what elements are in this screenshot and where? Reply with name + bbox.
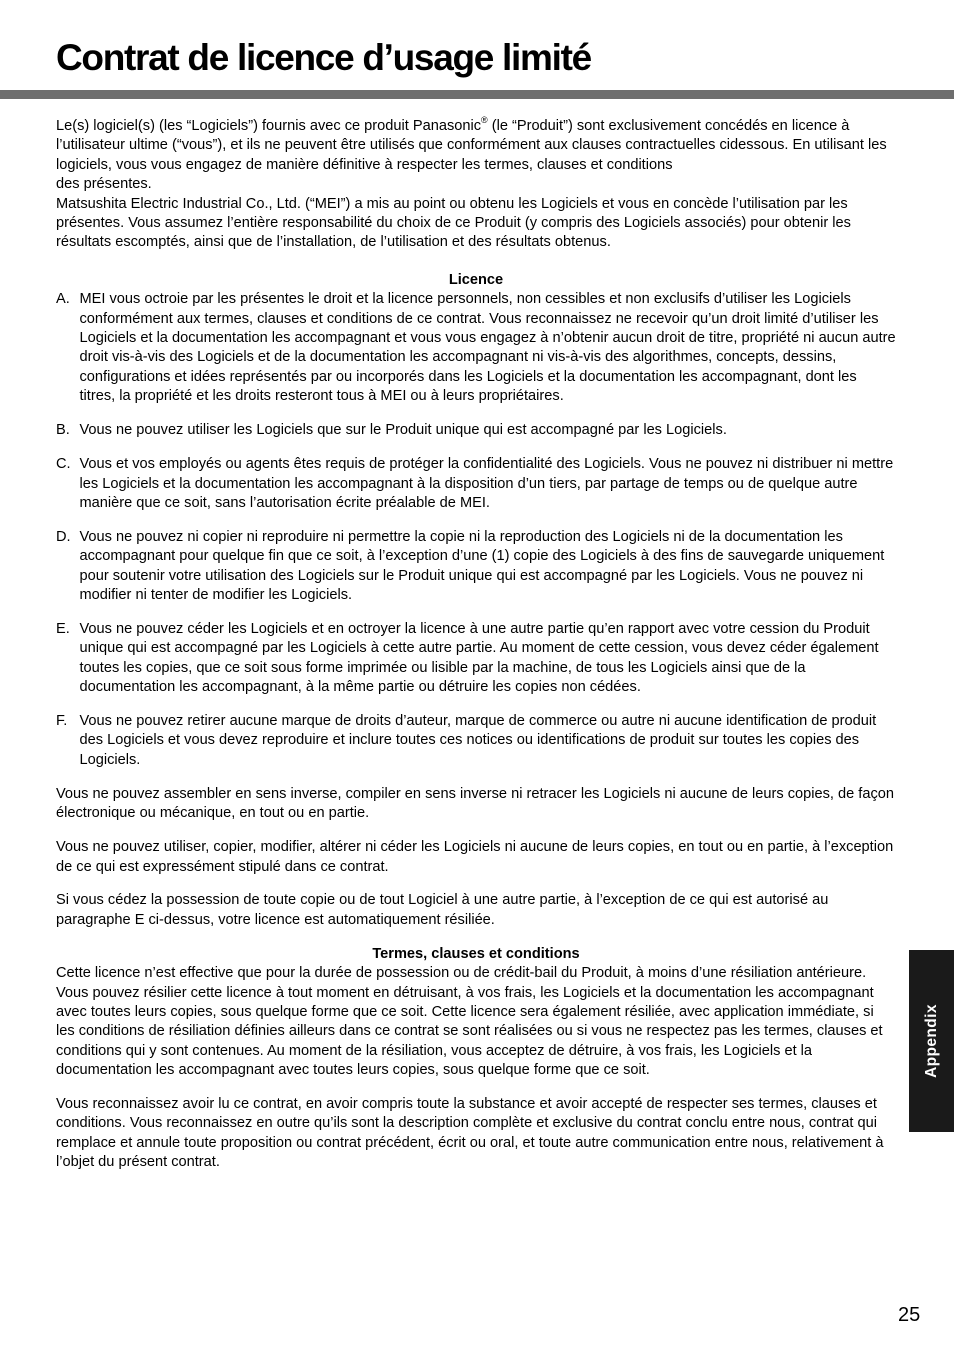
item-letter: E. [56, 620, 70, 637]
terms-heading: Termes, clauses et conditions [372, 945, 580, 962]
licence-item-a [56, 290, 896, 406]
copy-restriction-paragraph: Vous ne pouvez utiliser, copier, modifier, altérer ni céder les Logiciels ni aucune de leurs copies, en tout ou en partie, à l’exception de ce qui est expressément stipulé dans ce contrat. [56, 839, 894, 875]
terms-paragraph-1: Cette licence n’est effective que pour la durée de possession ou de crédit-bail du Produit, à moins d’une résiliation antérieure. Vous pouvez résilier cette licence à tout moment en détruisant, à vos frais, les Logiciels et la documentation les accompagnant avec toutes leurs copies, sous quelque forme que ce soit. Cette licence sera également résiliée, avec application immédiate, si les conditions de résiliation définies ailleurs dans ce contrat se sont réalisées ou si vous ne respectez pas les termes, clauses et conditions qui y sont contenues. Au moment de la résiliation, vous acceptez de détruire, à vos frais, les Logiciels et la documentation les accompagnant avec toutes leurs copies, sous quelque forme que ce soit. [56, 965, 883, 1079]
intro-paragraph-1 [56, 117, 896, 175]
item-text: Vous ne pouvez retirer aucune marque de droits d’auteur, marque de commerce ou autre ni aucune identification de produit des Logiciels et vous devez reproduire et inclure toutes ces notices ou identifications de produit sur toutes les copies des Logiciels. [79, 713, 877, 768]
licence-item-e [56, 620, 896, 698]
terms-paragraph-2: Vous reconnaissez avoir lu ce contrat, en avoir compris toute la substance et avoir accepté de respecter ses termes, clauses et conditions. Vous reconnaissez en outre qu’ils sont la description complète et exclusive du contrat conclu entre nous, contrat qui remplace et annule toute proposition ou contrat précédent, écrit ou oral, et toute autre communication entre nous, relativement à l’objet du présent contrat. [56, 1096, 884, 1171]
title-rule [0, 90, 954, 99]
intro-text-start: Le(s) logiciel(s) (les “Logiciels”) fournis avec ce produit Panasonic [56, 118, 482, 134]
document-body [56, 117, 896, 1173]
licence-item-f [56, 712, 896, 770]
registered-mark: ® [481, 115, 488, 126]
page-title: Contrat de licence d’usage limité [56, 37, 591, 78]
item-text: Vous ne pouvez utiliser les Logiciels que sur le Produit unique qui est accompagné par les Logiciels. [79, 422, 727, 439]
licence-item-d [56, 528, 896, 606]
transfer-paragraph: Si vous cédez la possession de toute copie ou de tout Logiciel à une autre partie, à l’exception de ce qui est autorisé au paragraphe E ci-dessus, votre licence est automatiquement résiliée. [56, 892, 829, 928]
licence-item-c [56, 455, 896, 513]
page-number: 25 [898, 1304, 921, 1326]
intro-paragraph-1-tail: des présentes. [56, 176, 152, 193]
intro-paragraph-2: Matsushita Electric Industrial Co., Ltd. (“MEI”) a mis au point ou obtenu les Logiciels et vous en concède l’utilisation par les présentes. Vous assumez l’entière responsabilité du choix de ce Produit (y compris des Logiciels associés) pour obtenir les résultats escomptés, ainsi que de l’installation, de l’utilisation et des résultats obtenus. [56, 195, 851, 251]
item-letter: F. [56, 713, 68, 730]
side-tab-label: Appendix [922, 1004, 940, 1078]
item-letter: A. [56, 291, 70, 308]
licence-heading: Licence [448, 271, 504, 288]
item-text: Vous ne pouvez ni copier ni reproduire ni permettre la copie ni la reproduction des Logiciels ni de la documentation les accompagnant pour quelque fin que ce soit, à l’exception d’une (1) copie des Logiciels à des fins de sauvegarde uniquement pour soutenir votre utilisation des Logiciels sur le Produit unique qui est accompagné par les Logiciels. Vous ne pouvez ni modifier ni tenter de modifier les Logiciels. [79, 528, 885, 604]
appendix-side-tab [909, 950, 954, 1132]
reverse-engineering-paragraph: Vous ne pouvez assembler en sens inverse, compiler en sens inverse ni retracer les Logiciels ni aucune de leurs copies, de façon électronique ou mécanique, en tout ou en partie. [56, 785, 894, 822]
licence-item-b [56, 421, 896, 440]
item-text: Vous et vos employés ou agents êtes requis de protéger la confidentialité des Logiciels. Vous ne pouvez ni distribuer ni mettre les Logiciels et la documentation les accompagnant à la disposition d’un tiers, par partage de temps ou de quelque autre manière que ce soit, sans l’autorisation écrite préalable de MEI. [79, 456, 894, 511]
item-letter: C. [56, 456, 71, 473]
item-letter: D. [56, 528, 71, 545]
intro-text-end: (le “Produit”) sont exclusivement concédés en licence à l’utilisateur ultime (“vous”), et ils ne peuvent être utilisés que conformément aux clauses contractuelles cidessous. En utilisant les logiciels, vous vous engagez de manière définitive à respecter les termes, clauses et conditions [56, 118, 887, 173]
item-letter: B. [56, 422, 70, 439]
item-text: Vous ne pouvez céder les Logiciels et en octroyer la licence à une autre partie qu’en rapport avec votre cession du Produit unique qui est accompagné par les Logiciels à cette autre partie. Au moment de cette cession, vous devez céder également toutes les copies, que ce soit sous forme imprimée ou lisible par la machine, de tous les Logiciels ainsi que de la documentation les accompagnant, à la même partie ou détruire les copies non cédées. [79, 620, 879, 696]
item-text: MEI vous octroie par les présentes le droit et la licence personnels, non cessibles et non exclusifs d’utiliser les Logiciels conformément aux termes, clauses et conditions de ce contrat. Vous reconnaissez ne recevoir qu’un droit limité d’utiliser les Logiciels et la documentation les accompagnant et vous vous engagez à n’obtenir aucun droit de titre, propriété ni aucun autre droit vis-à-vis des Logiciels et de la documentation les accompagnant ni vis-à-vis des algorithmes, concepts, dessins, configurations et idées représentés par ou incorporés dans les Logiciels et la documentation les accompagnant, dont les titres, la propriété et les droits resteront tous à MEI ou à leurs propriétaires. [79, 291, 896, 405]
